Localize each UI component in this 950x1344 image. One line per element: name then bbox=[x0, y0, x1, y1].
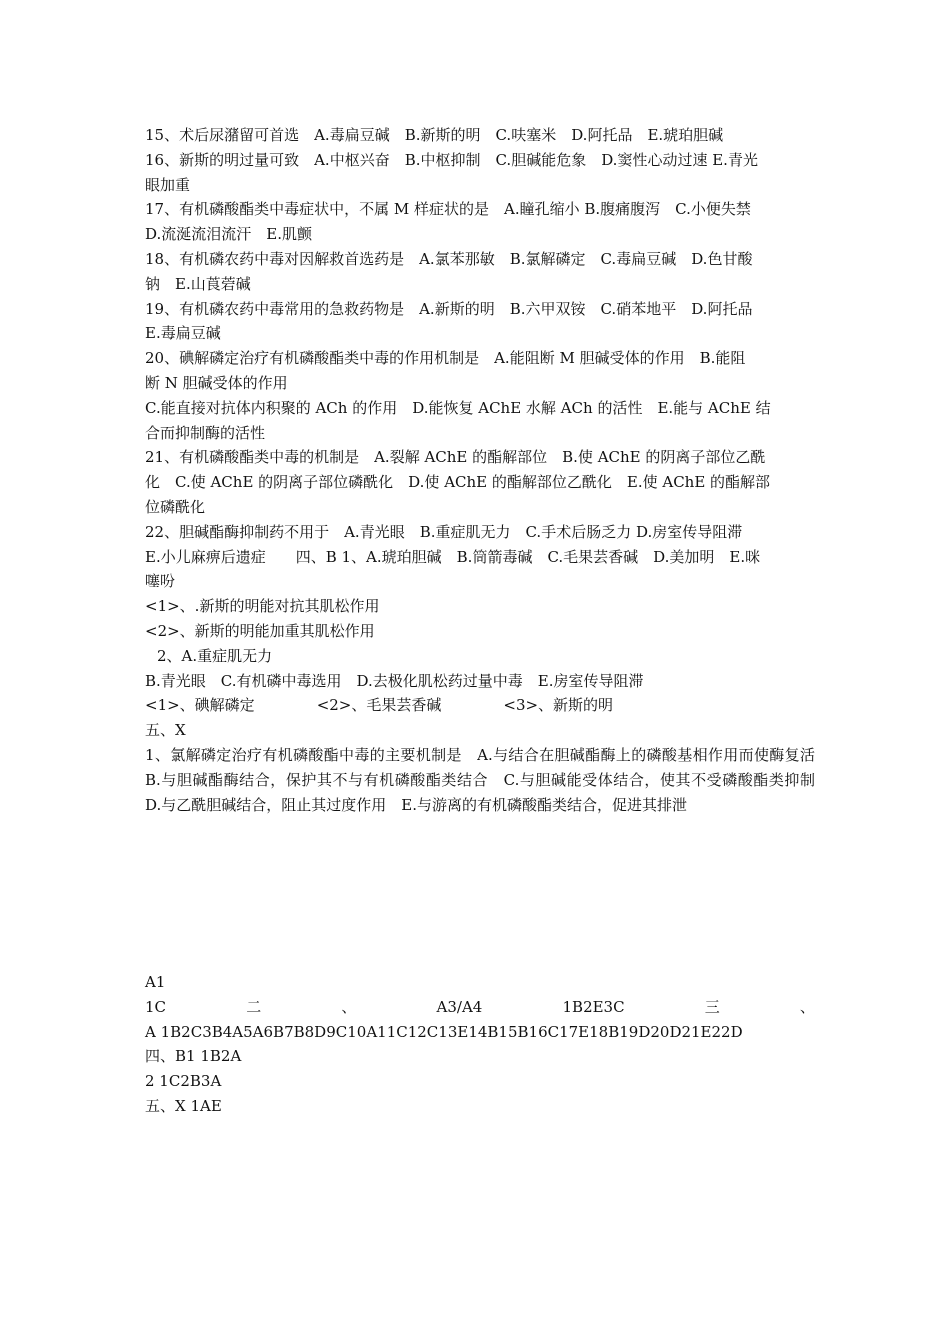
answer-row-3: A 1B2C3B4A5A6B7B8D9C10A11C12C13E14B15B16C17E18B19D20D21E22D bbox=[145, 1022, 743, 1041]
b1-subquestion-1: <1>、.新斯的明能对抗其肌松作用 bbox=[145, 597, 380, 616]
question-18-line-1: 18、有机磷农药中毒对因解救首选药是 A.氯苯那敏 B.氯解磷定 C.毒扁豆碱 D.色甘酸 bbox=[145, 249, 753, 268]
answer-row-2-cell: 、 bbox=[799, 997, 815, 1016]
answer-row-2-cell: 、 bbox=[341, 997, 357, 1016]
section-5-title: 五、X bbox=[145, 721, 186, 740]
question-17-line-1: 17、有机磷酸酯类中毒症状中，不属 M 样症状的是 A.瞳孔缩小 B.腹痛腹泻 C.小便失禁 bbox=[145, 200, 751, 219]
question-19-line-2: E.毒扁豆碱 bbox=[145, 324, 221, 343]
b2-options: B.青光眼 C.有机磷中毒选用 D.去极化肌松药过量中毒 E.房室传导阻滞 bbox=[145, 671, 644, 690]
question-22-line-3: 噻吩 bbox=[145, 572, 176, 591]
x-question-1: 1、氯解磷定治疗有机磷酸酯中毒的主要机制是 A.与结合在胆碱酯酶上的磷酸基相作用而使酶复活 B.与胆碱酯酶结合，保护其不与有机磷酸酯类结合 C.与胆碱能受体结合，使其不受磷酸酯类抑制 D.与乙酰胆碱结合，阻止其过度作用 E.与游离的有机磷酸酯类结合，促进其排泄 bbox=[145, 745, 831, 814]
answer-row-6: 五、X 1AE bbox=[145, 1096, 222, 1115]
b2-subquestions bbox=[145, 693, 815, 718]
b2-subquestion-1: <1>、碘解磷定 bbox=[145, 696, 255, 715]
question-17-line-2: D.流涎流泪流汗 E.肌颤 bbox=[145, 225, 312, 244]
question-19-line-1: 19、有机磷农药中毒常用的急救药物是 A.新斯的明 B.六甲双铵 C.硝苯地平 D.阿托品 bbox=[145, 299, 753, 318]
b2-subquestion-3: <3>、新斯的明 bbox=[503, 696, 614, 715]
answer-row-2-cell: 二 bbox=[246, 997, 262, 1016]
question-18-line-2: 钠 E.山莨菪碱 bbox=[145, 274, 251, 293]
question-16-line-1: 16、新斯的明过量可致 A.中枢兴奋 B.中枢抑制 C.胆碱能危象 D.窦性心动过速 E.青光 bbox=[145, 150, 758, 169]
question-21-line-3: 位磷酰化 bbox=[145, 497, 206, 516]
answer-row-2 bbox=[145, 995, 815, 1020]
b2-subquestion-2: <2>、毛果芸香碱 bbox=[316, 696, 442, 715]
question-20-line-4: 合而抑制酶的活性 bbox=[145, 423, 266, 442]
answer-key-section bbox=[145, 970, 815, 1119]
question-20-line-3: C.能直接对抗体内积聚的 ACh 的作用 D.能恢复 AChE 水解 ACh 的活性 E.能与 AChE 结 bbox=[145, 398, 771, 417]
question-21-line-2: 化 C.使 AChE 的阴离子部位磷酰化 D.使 AChE 的酯解部位乙酰化 E.使 AChE 的酯解部 bbox=[145, 473, 771, 492]
b2-heading: 2、A.重症肌无力 bbox=[157, 646, 273, 665]
answer-a1-label: A1 bbox=[145, 973, 166, 991]
question-21-line-1: 21、有机磷酸酯类中毒的机制是 A.裂解 AChE 的酯解部位 B.使 AChE 的阴离子部位乙酰 bbox=[145, 448, 766, 467]
answer-row-2-cell: A3/A4 bbox=[436, 997, 483, 1016]
question-15: 15、术后尿潴留可首选 A.毒扁豆碱 B.新斯的明 C.呋塞米 D.阿托品 E.琥珀胆碱 bbox=[145, 126, 724, 144]
question-16-line-2: 眼加重 bbox=[145, 175, 191, 194]
question-22-line-1: 22、胆碱酯酶抑制药不用于 A.青光眼 B.重症肌无力 C.手术后肠乏力 D.房室传导阻滞 bbox=[145, 522, 743, 541]
question-20-line-1: 20、碘解磷定治疗有机磷酸酯类中毒的作用机制是 A.能阻断 M 胆碱受体的作用 B.能阻 bbox=[145, 349, 746, 368]
answer-row-2-cell: 1B2E3C bbox=[562, 997, 625, 1016]
b1-subquestion-2: <2>、新斯的明能加重其肌松作用 bbox=[145, 621, 375, 640]
questions-section bbox=[145, 123, 831, 817]
answer-row-2-cell: 1C bbox=[145, 997, 167, 1016]
answer-row-5: 2 1C2B3A bbox=[145, 1072, 222, 1091]
answer-row-4: 四、B1 1B2A bbox=[145, 1047, 242, 1066]
question-22-line-2: E.小儿麻痹后遗症 四、B 1、A.琥珀胆碱 B.筒箭毒碱 C.毛果芸香碱 D.美加明 E.咪 bbox=[145, 547, 761, 566]
answer-row-2-cell: 三 bbox=[704, 997, 720, 1016]
question-20-line-2: 断 N 胆碱受体的作用 bbox=[145, 373, 288, 392]
